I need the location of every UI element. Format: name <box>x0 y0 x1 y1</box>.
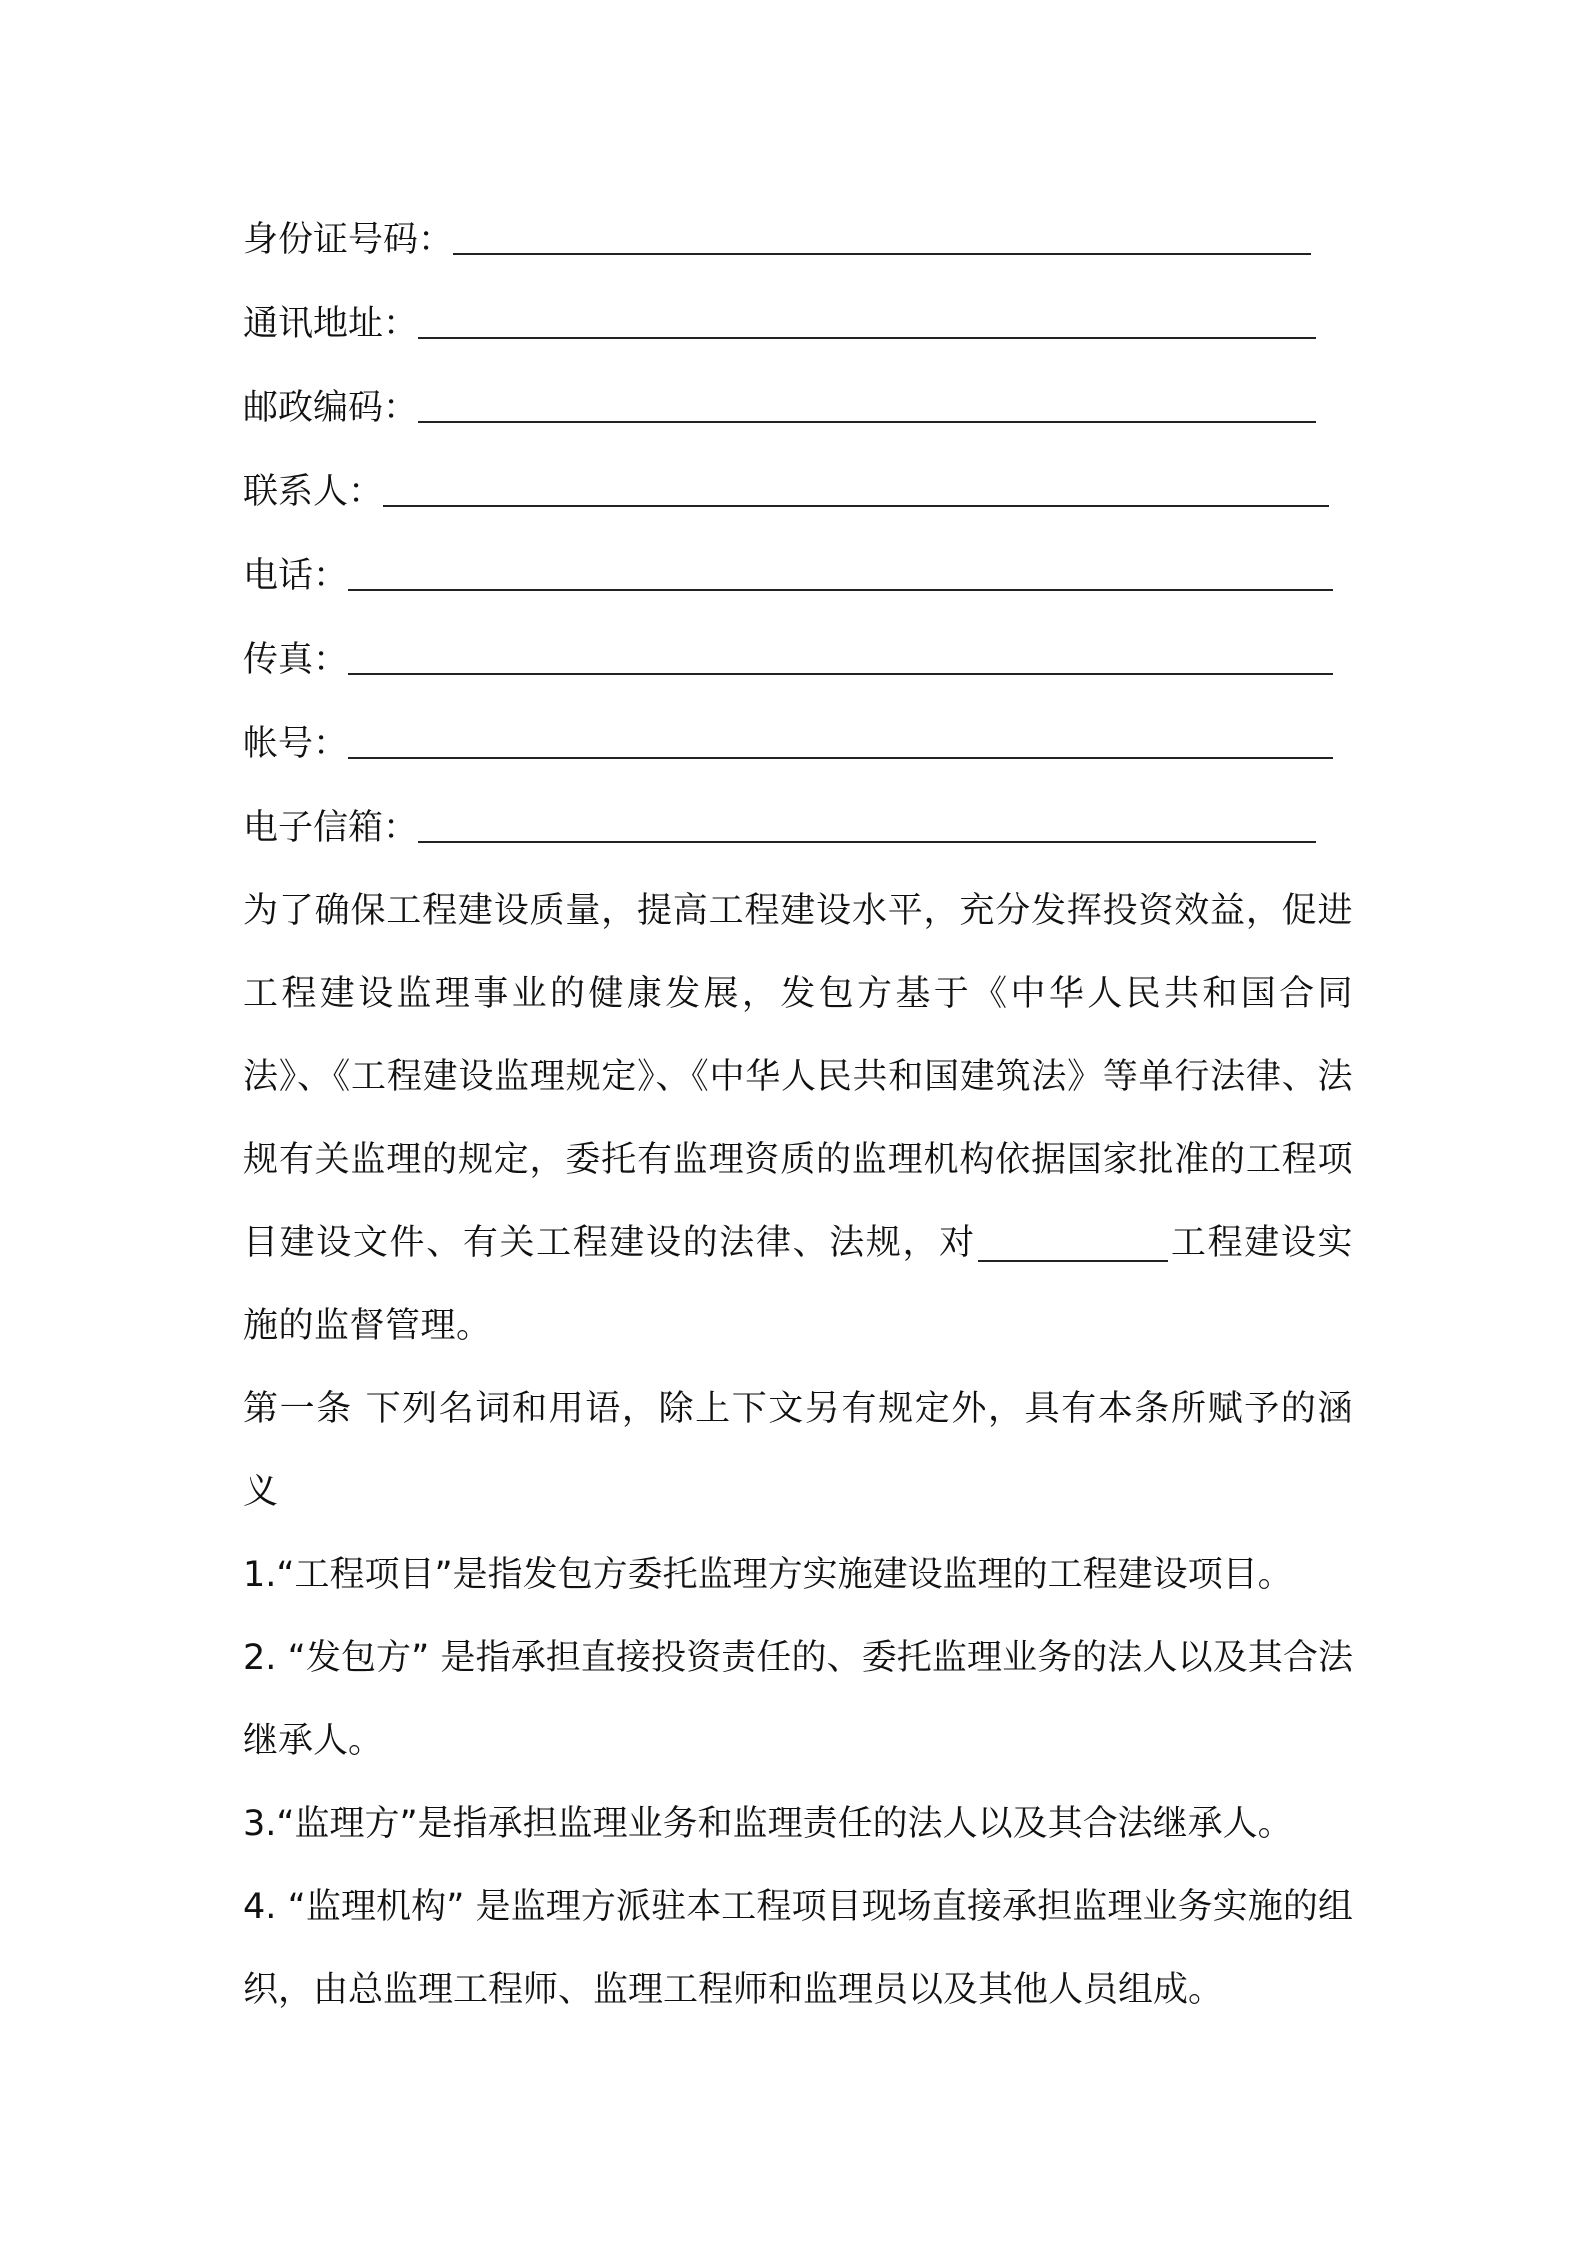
fill-in-line <box>348 757 1333 759</box>
preamble-paragraph <box>243 870 1353 1368</box>
fill-in-line <box>418 841 1316 843</box>
account-field <box>243 702 1353 786</box>
field-label: 邮政编码： <box>243 388 419 428</box>
fill-in-line <box>418 337 1316 339</box>
phone-field <box>243 534 1353 618</box>
definition-item: 1.“工程项目”是指发包方委托监理方实施建设监理的工程建设项目。 <box>243 1555 1293 1595</box>
contact-person-field <box>243 450 1353 534</box>
field-label: 电子信箱： <box>243 808 419 848</box>
definition-item: 3.“监理方”是指承担监理业务和监理责任的法人以及其合法继承人。 <box>243 1804 1293 1844</box>
article-1-heading: 第一条 下列名词和用语，除上下文另有规定外，具有本条所赋予的涵义 <box>243 1389 1353 1512</box>
field-label: 身份证号码： <box>243 220 454 260</box>
id-number-field <box>243 198 1353 282</box>
fill-in-line <box>453 253 1311 255</box>
definition-item: 4. “监理机构” 是监理方派驻本工程项目现场直接承担监理业务实施的组织，由总监理工程师、监理工程师和监理员以及其他人员组成。 <box>243 1887 1353 2010</box>
document-body <box>243 198 1353 2032</box>
postal-code-field <box>243 366 1353 450</box>
preamble-text-end: 工程建设实施的监督管理。 <box>243 1223 1353 1346</box>
field-label: 帐号： <box>243 724 349 764</box>
fill-in-line <box>348 673 1333 675</box>
field-label: 联系人： <box>243 472 384 512</box>
definition-item: 2. “发包方” 是指承担直接投资责任的、委托监理业务的法人以及其合法继承人。 <box>243 1638 1353 1761</box>
fill-in-line <box>418 421 1316 423</box>
fax-field <box>243 618 1353 702</box>
field-label: 电话： <box>243 556 349 596</box>
preamble-text: 为了确保工程建设质量，提高工程建设水平，充分发挥投资效益，促进工程建设监理事业的健康发展，发包方基于《中华人民共和国合同法》、《工程建设监理规定》、《中华人民共和国建筑法》等单行法律、法规有关监理的规定，委托有监理资质的监理机构依据国家批准的工程项目建设文件、有关工程建设的法律、法规，对 <box>243 891 1353 1263</box>
fill-in-line <box>348 589 1333 591</box>
field-label: 通讯地址： <box>243 304 419 344</box>
field-label: 传真： <box>243 640 349 680</box>
fill-in-line <box>383 505 1329 507</box>
email-field <box>243 786 1353 870</box>
project-name-blank <box>978 1260 1168 1262</box>
address-field <box>243 282 1353 366</box>
